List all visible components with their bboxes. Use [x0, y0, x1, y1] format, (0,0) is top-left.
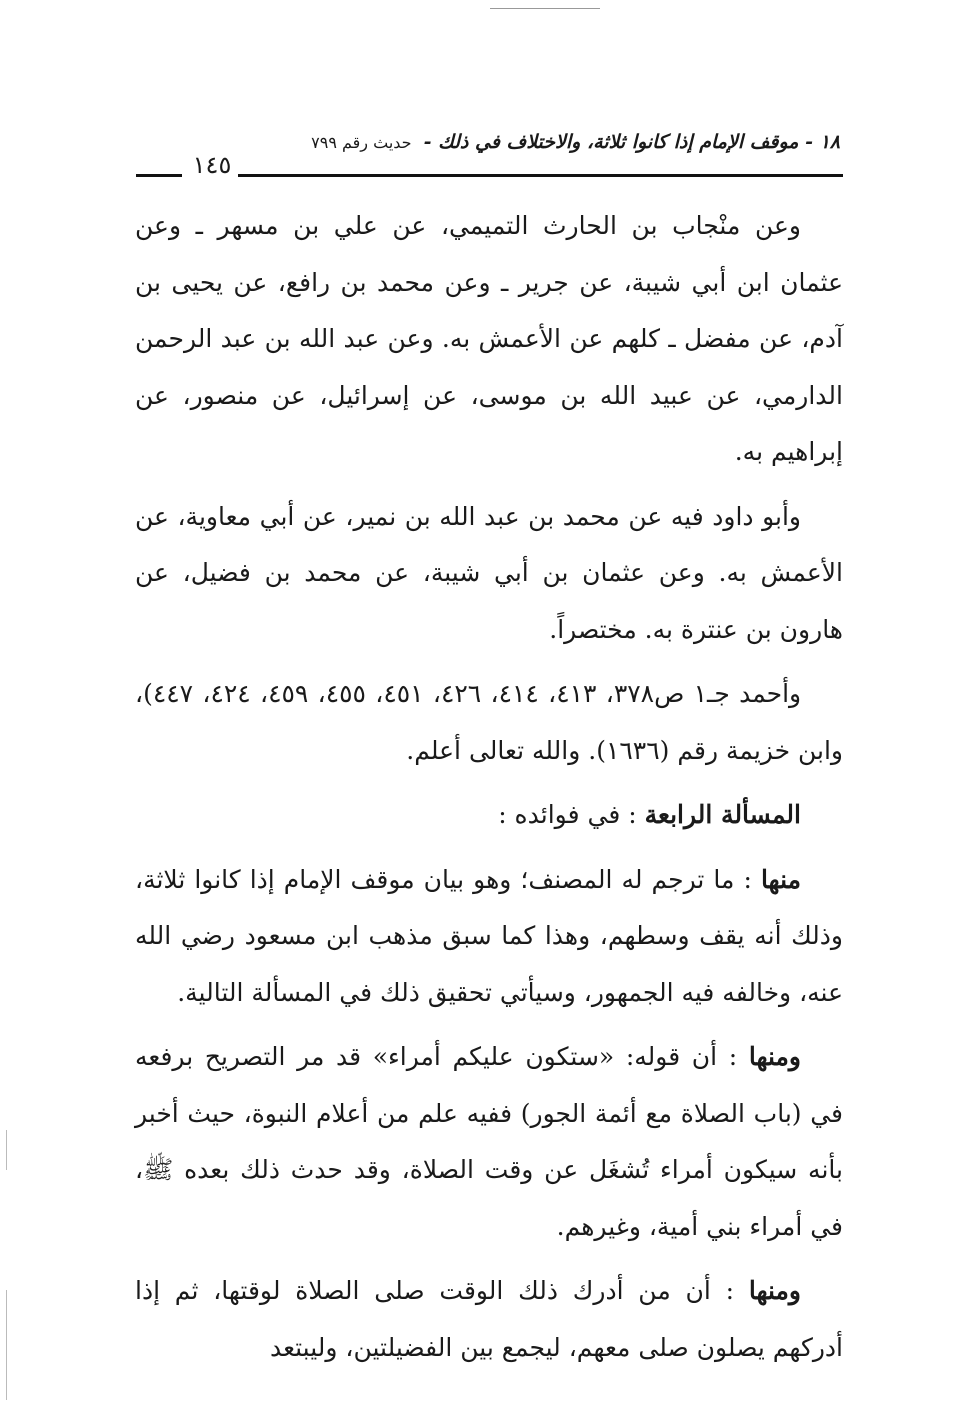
- paragraph-4: [135, 787, 843, 844]
- paragraph-3: [135, 666, 843, 779]
- paragraph-text: : أن قوله: «ستكون عليكم أمراء» قد مر التصريح برفعه في (باب الصلاة مع أئمة الجور) ففيه علم من أعلام النبوة، حيث أخبر بأنه سيكون أمراء تُشغَل عن وقت الصلاة، وقد حدث ذلك بعده ﷺ، في أمراء بني أمية، وغيرهم.: [135, 1042, 843, 1241]
- page-number: ١٤٥: [192, 151, 232, 179]
- header-rule: [238, 174, 843, 177]
- paragraph-7: [135, 1263, 843, 1376]
- page-number-rule: [136, 174, 182, 177]
- paragraph-text: : أن من أدرك ذلك الوقت صلى الصلاة لوقتها، ثم إذا أدركهم يصلون صلى معهم، ليجمع بين الفضيلتين، وليبتعد: [135, 1276, 843, 1362]
- paragraph-text: : ما ترجم له المصنف؛ وهو بيان موقف الإمام إذا كانوا ثلاثة، وذلك أنه يقف وسطهم، وهذا كما سبق مذهب ابن مسعود رضي الله عنه، وخالفه فيه الجمهور، وسيأتي تحقيق ذلك في المسألة التالية.: [135, 864, 843, 1007]
- paragraph-text: وأبو داود فيه عن محمد بن عبد الله بن نمير، عن أبي معاوية، عن الأعمش به. وعن عثمان بن أبي شيبة، عن محمد بن فضيل، عن هارون بن عنترة به. مختصراً.: [135, 501, 843, 644]
- paragraph-text: وأحمد جـ١ ص٣٧٨، ٤١٣، ٤١٤، ٤٢٦، ٤٥١، ٤٥٥، ٤٥٩، ٤٢٤، ٤٤٧)، وابن خزيمة رقم (١٦٣٦). والله تعالى أعلم.: [135, 679, 843, 765]
- running-header: [140, 128, 840, 156]
- paragraph-lead: ومنها: [748, 1276, 801, 1305]
- paragraph-lead: منها: [760, 864, 802, 894]
- margin-mark: [6, 1290, 7, 1400]
- paragraph-1: [135, 198, 843, 481]
- paragraph-6: [135, 1029, 843, 1255]
- chapter-title: ١٨ - موقف الإمام إذا كانوا ثلاثة، والاختلاف في ذلك -: [423, 131, 840, 153]
- paragraph-text: وعن منْجاب بن الحارث التميمي، عن علي بن مسهر ـ وعن عثمان ابن أبي شيبة، عن جرير ـ وعن محمد بن رافع، عن يحيى بن آدم، عن مفضل ـ كلهم عن الأعمش به. وعن عبد الله بن عبد الرحمن الدارمي، عن عبيد الله بن موسى، عن إسرائيل، عن منصور، عن إبراهيم به.: [135, 211, 843, 466]
- paragraph-lead: ومنها: [748, 1042, 801, 1071]
- section-heading: المسألة الرابعة: [644, 800, 801, 829]
- body-text: [135, 198, 843, 1384]
- paragraph-2: [135, 489, 843, 659]
- paragraph-5: [135, 852, 843, 1022]
- paragraph-text: : في فوائده :: [498, 800, 637, 829]
- margin-mark: [6, 1130, 7, 1170]
- top-edge-rule: [490, 8, 600, 9]
- hadith-reference: حديث رقم ٧٩٩: [311, 133, 412, 152]
